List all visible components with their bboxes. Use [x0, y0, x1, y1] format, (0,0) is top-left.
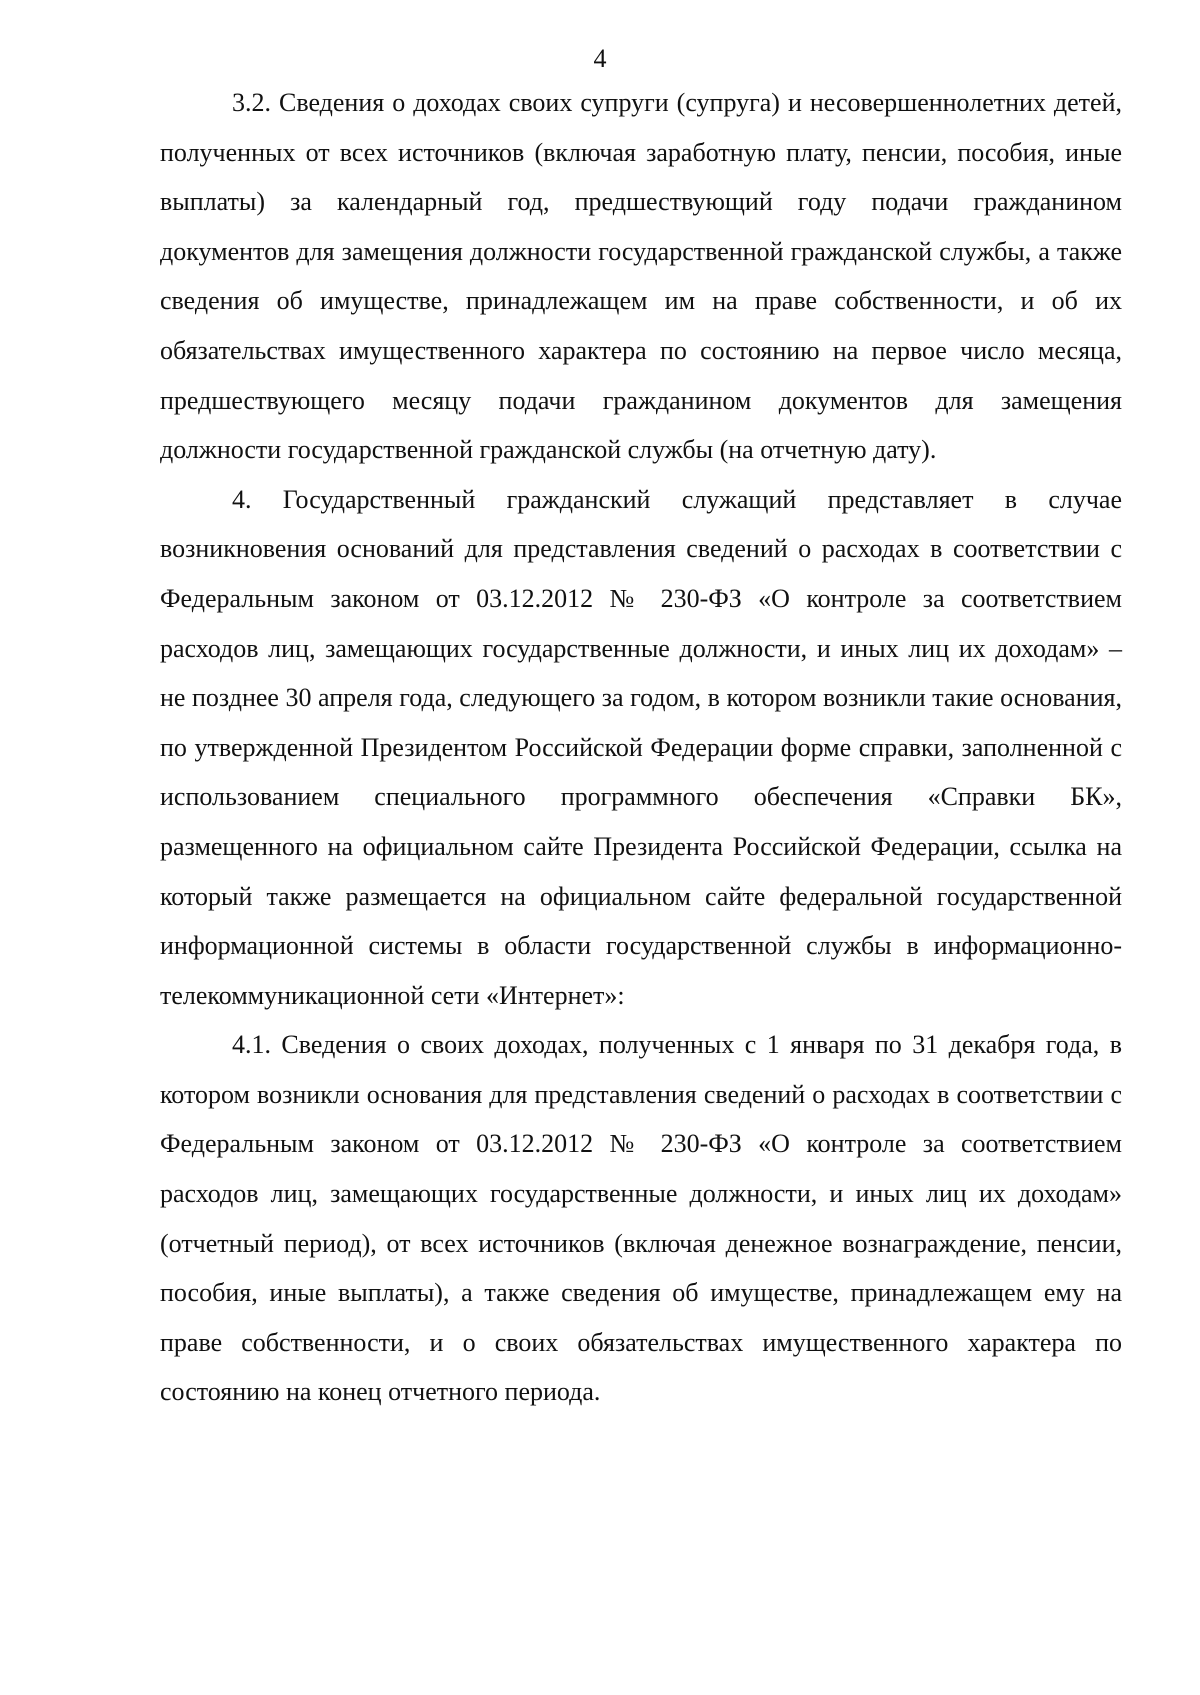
paragraph-4-1: 4.1. Сведения о своих доходах, полученных с 1 января по 31 декабря года, в котором возникли основания для представления сведений о расходах в соответствии с Федеральным законом от 03.12.2012 № 230-ФЗ «О контроле за соответствием расходов лиц, замещающих государственные должности, и иных лиц их доходам» (отчетный период), от всех источников (включая денежное вознаграждение, пенсии, пособия, иные выплаты), а также сведения об имуществе, принадлежащем ему на праве собственности, и о своих обязательствах имущественного характера по состоянию на конец отчетного периода. — [160, 1030, 1122, 1407]
document-body — [160, 78, 1122, 1417]
paragraph-3-2: 3.2. Сведения о доходах своих супруги (супруга) и несовершеннолетних детей, полученных от всех источников (включая заработную плату, пенсии, пособия, иные выплаты) за календарный год, предшествующий году подачи гражданином документов для замещения должности государственной гражданской службы, а также сведения об имуществе, принадлежащем им на праве собственности, и об их обязательствах имущественного характера по состоянию на первое число месяца, предшествующего месяцу подачи гражданином документов для замещения должности государственной гражданской службы (на отчетную дату). — [160, 88, 1122, 465]
paragraph-4: 4. Государственный гражданский служащий представляет в случае возникновения оснований для представления сведений о расходах в соответствии с Федеральным законом от 03.12.2012 № 230-ФЗ «О контроле за соответствием расходов лиц, замещающих государственные должности, и иных лиц их доходам» – не позднее 30 апреля года, следующего за годом, в котором возникли такие основания, по утвержденной Президентом Российской Федерации форме справки, заполненной с использованием специального программного обеспечения «Справки БК», размещенного на официальном сайте Президента Российской Федерации, ссылка на который также размещается на официальном сайте федеральной государственной информационной системы в области государственной службы в информационно-телекоммуникационной сети «Интернет»: — [160, 484, 1122, 1010]
page-number: 4 — [593, 44, 607, 73]
